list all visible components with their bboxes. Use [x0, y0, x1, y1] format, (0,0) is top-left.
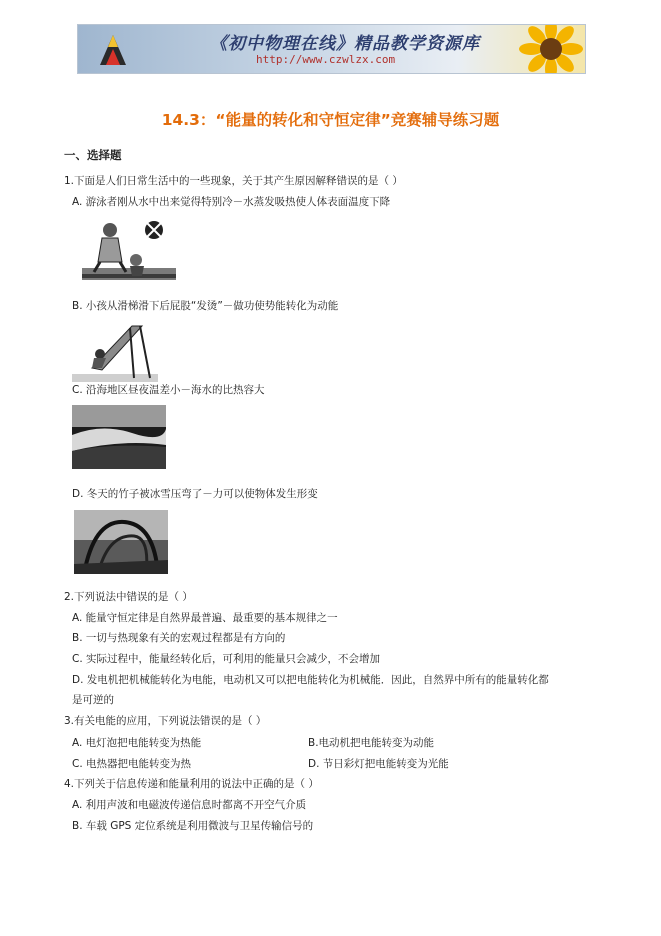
question-2-option-d-continued: 是可逆的	[72, 694, 114, 706]
banner-url: http://www.czwlzx.com	[256, 53, 396, 66]
banner-title: 《初中物理在线》精品教学资源库	[210, 34, 480, 54]
swimmer-shivering-image	[80, 212, 178, 286]
question-1-option-d: D. 冬天的竹子被冰雪压弯了－力可以使物体发生形变	[72, 488, 318, 500]
question-3-option-a: A. 电灯泡把电能转变为热能	[72, 737, 202, 749]
question-2-option-b: B. 一切与热现象有关的宏观过程都是有方向的	[72, 632, 286, 644]
question-2-option-a: A. 能量守恒定律是自然界最普遍、最重要的基本规律之一	[72, 612, 338, 624]
question-3-stem: 3.有关电能的应用，下列说法错误的是（ ）	[64, 715, 267, 727]
question-1-stem: 1.下面是人们日常生活中的一些现象，关于其产生原因解释错误的是（ ）	[64, 175, 403, 187]
logo-icon	[96, 31, 130, 67]
slide-child-image	[72, 318, 158, 382]
document-title: 14.3：“能量的转化和守恒定律”竞赛辅导练习题	[161, 111, 500, 129]
question-3-option-c: C. 电热器把电能转变为热	[72, 758, 192, 770]
question-3-option-b: B.电动机把电能转变为动能	[308, 737, 435, 749]
sunflower-icon	[519, 24, 583, 74]
bent-bamboo-image	[74, 510, 168, 574]
question-2-option-c: C. 实际过程中，能量经转化后，可利用的能量只会减少，不会增加	[72, 653, 381, 665]
question-2-option-d: D. 发电机把机械能转化为电能，电动机又可以把电能转化为机械能．因此，自然界中所有的能量转化都	[72, 674, 549, 686]
question-1-option-a: A. 游泳者刚从水中出来觉得特别冷－水蒸发吸热使人体表面温度下降	[72, 196, 391, 208]
coastline-image	[72, 405, 166, 469]
question-4-option-b: B. 车载 GPS 定位系统是利用微波与卫星传输信号的	[72, 820, 314, 832]
question-1-option-b: B. 小孩从滑梯滑下后屁股“发烫”－做功使势能转化为动能	[72, 300, 339, 312]
question-4-stem: 4.下列关于信息传递和能量利用的说法中正确的是（ ）	[64, 778, 319, 790]
question-2-stem: 2.下列说法中错误的是（ ）	[64, 591, 193, 603]
section-heading: 一、选择题	[64, 148, 122, 162]
question-1-option-c: C. 沿海地区昼夜温差小－海水的比热容大	[72, 384, 265, 396]
question-3-option-d: D. 节日彩灯把电能转变为光能	[308, 758, 449, 770]
question-4-option-a: A. 利用声波和电磁波传递信息时都离不开空气介质	[72, 799, 307, 811]
header-banner	[77, 24, 586, 74]
